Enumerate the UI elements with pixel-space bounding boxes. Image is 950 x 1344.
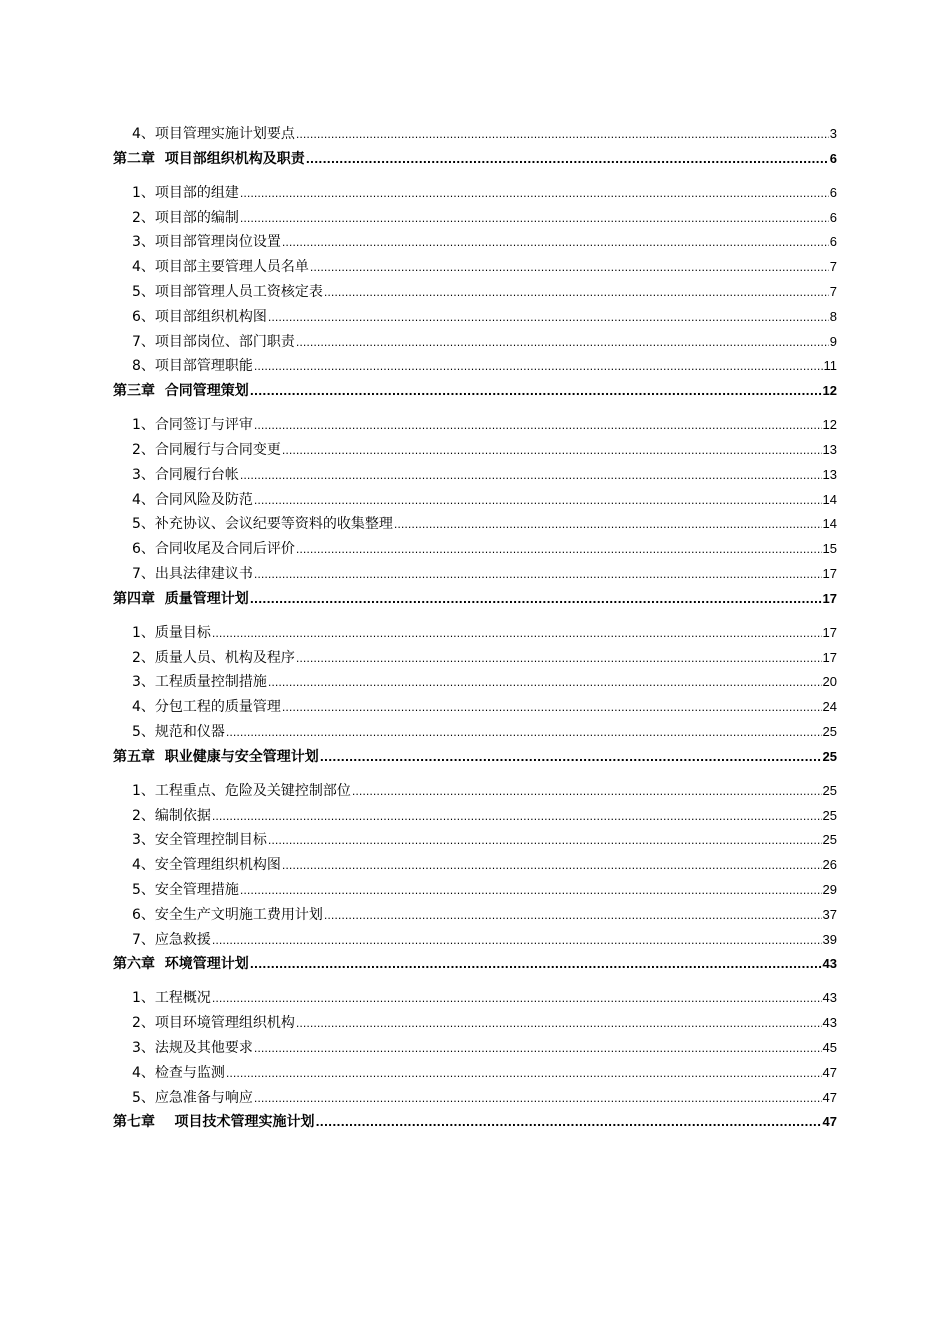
toc-leader-dots bbox=[282, 442, 822, 460]
toc-leader-dots bbox=[212, 990, 822, 1008]
toc-entry-row[interactable] bbox=[113, 441, 837, 459]
toc-leader-dots bbox=[296, 541, 822, 559]
toc-entry-row[interactable] bbox=[113, 209, 837, 227]
toc-page-number: 6 bbox=[829, 234, 837, 250]
toc-page-number: 47 bbox=[822, 1089, 837, 1105]
toc-leader-dots bbox=[394, 516, 822, 534]
toc-page-number: 20 bbox=[822, 674, 837, 690]
toc-entry-row[interactable] bbox=[113, 233, 837, 251]
toc-page-number: 17 bbox=[822, 624, 837, 640]
toc-title: 3、合同履行台帐 bbox=[132, 466, 239, 483]
toc-page-number: 39 bbox=[822, 931, 837, 947]
toc-page-number: 43 bbox=[822, 956, 837, 972]
toc-entry-row[interactable] bbox=[113, 673, 837, 691]
toc-page-number: 47 bbox=[822, 1064, 837, 1080]
toc-entry-row[interactable] bbox=[113, 491, 837, 509]
toc-page-number: 43 bbox=[822, 1015, 837, 1031]
toc-title: 5、安全管理措施 bbox=[132, 881, 239, 898]
toc-title: 7、应急救援 bbox=[132, 931, 211, 948]
toc-page-number: 17 bbox=[822, 590, 837, 606]
toc-page-number: 13 bbox=[822, 466, 837, 482]
toc-leader-dots bbox=[250, 956, 822, 974]
toc-entry-row[interactable] bbox=[113, 125, 837, 143]
toc-page-number: 24 bbox=[822, 699, 837, 715]
toc-page-number: 3 bbox=[829, 126, 837, 141]
toc-title: 7、出具法律建议书 bbox=[132, 565, 253, 582]
toc-entry-row[interactable] bbox=[113, 416, 837, 434]
toc-title: 4、合同风险及防范 bbox=[132, 491, 253, 508]
toc-title: 2、项目环境管理组织机构 bbox=[132, 1015, 295, 1032]
toc-title: 第四章 质量管理计划 bbox=[113, 590, 249, 607]
toc-entry-row[interactable] bbox=[113, 649, 837, 667]
toc-leader-dots bbox=[282, 699, 822, 717]
toc-title: 5、项目部管理人员工资核定表 bbox=[132, 283, 323, 300]
toc-title: 第二章 项目部组织机构及职责 bbox=[113, 150, 305, 167]
toc-page-number: 37 bbox=[822, 906, 837, 922]
toc-title: 3、项目部管理岗位设置 bbox=[132, 234, 281, 251]
toc-entry-row[interactable] bbox=[113, 856, 837, 874]
toc-page-number: 7 bbox=[829, 283, 837, 299]
toc-entry-row[interactable] bbox=[113, 540, 837, 558]
toc-page-number: 29 bbox=[822, 881, 837, 897]
toc-title: 第六章 环境管理计划 bbox=[113, 956, 249, 973]
toc-entry-row[interactable] bbox=[113, 698, 837, 716]
toc-leader-dots bbox=[268, 832, 822, 850]
toc-entry-row[interactable] bbox=[113, 807, 837, 825]
table-of-contents bbox=[113, 125, 837, 1147]
toc-page-number: 25 bbox=[822, 782, 837, 798]
toc-leader-dots bbox=[240, 210, 829, 228]
toc-title: 1、合同签订与评审 bbox=[132, 417, 253, 434]
toc-entry-row[interactable] bbox=[113, 906, 837, 924]
toc-leader-dots bbox=[352, 783, 822, 801]
toc-leader-dots bbox=[250, 591, 822, 609]
toc-leader-dots bbox=[226, 1065, 822, 1083]
toc-page-number: 6 bbox=[829, 150, 837, 166]
toc-title: 1、工程重点、危险及关键控制部位 bbox=[132, 782, 351, 799]
toc-entry-row[interactable] bbox=[113, 831, 837, 849]
toc-leader-dots bbox=[254, 1090, 822, 1108]
toc-entry-row[interactable] bbox=[113, 1064, 837, 1082]
toc-leader-dots bbox=[282, 857, 822, 875]
toc-title: 6、合同收尾及合同后评价 bbox=[132, 541, 295, 558]
toc-title: 4、分包工程的质量管理 bbox=[132, 699, 281, 716]
toc-page-number: 6 bbox=[829, 184, 837, 200]
toc-entry-row[interactable] bbox=[113, 1089, 837, 1107]
toc-entry-row[interactable] bbox=[113, 357, 837, 375]
toc-page-number: 17 bbox=[822, 649, 837, 665]
toc-title: 1、工程概况 bbox=[132, 990, 211, 1007]
toc-page-number: 26 bbox=[822, 857, 837, 873]
toc-title: 5、补充协议、会议纪要等资料的收集整理 bbox=[132, 516, 393, 533]
toc-page-number: 15 bbox=[822, 541, 837, 557]
toc-leader-dots bbox=[324, 284, 829, 302]
toc-leader-dots bbox=[212, 625, 822, 643]
toc-title: 2、编制依据 bbox=[132, 807, 211, 824]
toc-page-number: 8 bbox=[829, 308, 837, 324]
toc-title: 4、检查与监测 bbox=[132, 1064, 225, 1081]
toc-page-number: 13 bbox=[822, 441, 837, 457]
toc-title: 1、项目部的组建 bbox=[132, 184, 239, 201]
toc-leader-dots bbox=[240, 185, 829, 203]
toc-entry-row[interactable] bbox=[113, 333, 837, 351]
toc-leader-dots bbox=[254, 566, 822, 584]
toc-leader-dots bbox=[296, 650, 822, 668]
toc-page-number: 25 bbox=[822, 723, 837, 739]
toc-entry-row[interactable] bbox=[113, 624, 837, 642]
toc-chapter-row[interactable] bbox=[113, 382, 837, 400]
toc-leader-dots bbox=[296, 1015, 822, 1033]
toc-leader-dots bbox=[320, 749, 822, 767]
toc-page-number: 14 bbox=[822, 491, 837, 507]
toc-title: 8、项目部管理职能 bbox=[132, 358, 253, 375]
toc-entry-row[interactable] bbox=[113, 283, 837, 301]
toc-leader-dots bbox=[268, 674, 822, 692]
toc-entry-row[interactable] bbox=[113, 258, 837, 276]
toc-page-number: 25 bbox=[822, 748, 837, 764]
toc-leader-dots bbox=[250, 383, 822, 401]
toc-leader-dots bbox=[296, 126, 829, 144]
toc-title: 6、安全生产文明施工费用计划 bbox=[132, 906, 323, 923]
toc-page-number: 14 bbox=[822, 516, 837, 532]
toc-entry-row[interactable] bbox=[113, 782, 837, 800]
toc-entry-row[interactable] bbox=[113, 466, 837, 484]
toc-chapter-row[interactable] bbox=[113, 150, 837, 168]
toc-page-number: 7 bbox=[829, 259, 837, 275]
toc-title: 3、工程质量控制措施 bbox=[132, 674, 267, 691]
toc-chapter-row[interactable] bbox=[113, 1113, 837, 1131]
toc-entry-row[interactable] bbox=[113, 308, 837, 326]
toc-page-number: 47 bbox=[822, 1114, 837, 1130]
toc-title: 7、项目部岗位、部门职责 bbox=[132, 333, 295, 350]
toc-entry-row[interactable] bbox=[113, 1014, 837, 1032]
toc-leader-dots bbox=[310, 259, 829, 277]
toc-page-number: 25 bbox=[822, 832, 837, 848]
toc-entry-row[interactable] bbox=[113, 1039, 837, 1057]
toc-title: 第五章 职业健康与安全管理计划 bbox=[113, 748, 319, 765]
toc-chapter-row[interactable] bbox=[113, 590, 837, 608]
toc-title: 5、应急准备与响应 bbox=[132, 1089, 253, 1106]
toc-leader-dots bbox=[240, 882, 822, 900]
toc-entry-row[interactable] bbox=[113, 931, 837, 949]
toc-page-number: 6 bbox=[829, 209, 837, 225]
toc-entry-row[interactable] bbox=[113, 881, 837, 899]
toc-leader-dots bbox=[254, 492, 822, 510]
toc-leader-dots bbox=[212, 808, 822, 826]
toc-title: 2、质量人员、机构及程序 bbox=[132, 649, 295, 666]
toc-title: 5、规范和仪器 bbox=[132, 723, 225, 740]
toc-chapter-row[interactable] bbox=[113, 748, 837, 766]
toc-leader-dots bbox=[306, 151, 829, 169]
toc-page-number: 45 bbox=[822, 1039, 837, 1055]
toc-title: 3、安全管理控制目标 bbox=[132, 832, 267, 849]
toc-leader-dots bbox=[254, 358, 823, 376]
toc-leader-dots bbox=[316, 1114, 822, 1132]
toc-leader-dots bbox=[268, 309, 829, 327]
toc-page-number: 12 bbox=[822, 417, 837, 433]
toc-page-number: 9 bbox=[829, 333, 837, 349]
toc-page-number: 11 bbox=[823, 358, 837, 374]
toc-entry-row[interactable] bbox=[113, 515, 837, 533]
toc-entry-row[interactable] bbox=[113, 723, 837, 741]
toc-leader-dots bbox=[324, 907, 822, 925]
toc-title: 2、项目部的编制 bbox=[132, 209, 239, 226]
toc-entry-row[interactable] bbox=[113, 565, 837, 583]
toc-title: 6、项目部组织机构图 bbox=[132, 308, 267, 325]
toc-title: 3、法规及其他要求 bbox=[132, 1039, 253, 1056]
toc-title: 1、质量目标 bbox=[132, 624, 211, 641]
toc-leader-dots bbox=[282, 234, 829, 252]
toc-page-number: 17 bbox=[822, 565, 837, 581]
toc-title: 第三章 合同管理策划 bbox=[113, 383, 249, 400]
toc-title: 第七章 项目技术管理实施计划 bbox=[113, 1114, 315, 1131]
toc-page-number: 43 bbox=[822, 990, 837, 1006]
toc-title: 4、项目部主要管理人员名单 bbox=[132, 259, 309, 276]
toc-leader-dots bbox=[296, 334, 829, 352]
toc-leader-dots bbox=[254, 417, 822, 435]
toc-title: 2、合同履行与合同变更 bbox=[132, 441, 281, 458]
toc-entry-row[interactable] bbox=[113, 989, 837, 1007]
toc-chapter-row[interactable] bbox=[113, 955, 837, 973]
toc-entry-row[interactable] bbox=[113, 184, 837, 202]
toc-page-number: 25 bbox=[822, 807, 837, 823]
toc-title: 4、安全管理组织机构图 bbox=[132, 857, 281, 874]
toc-leader-dots bbox=[240, 467, 822, 485]
toc-page-number: 12 bbox=[822, 383, 837, 399]
toc-title: 4、项目管理实施计划要点 bbox=[132, 126, 295, 142]
toc-leader-dots bbox=[226, 724, 822, 742]
toc-leader-dots bbox=[212, 932, 822, 950]
toc-leader-dots bbox=[254, 1040, 822, 1058]
